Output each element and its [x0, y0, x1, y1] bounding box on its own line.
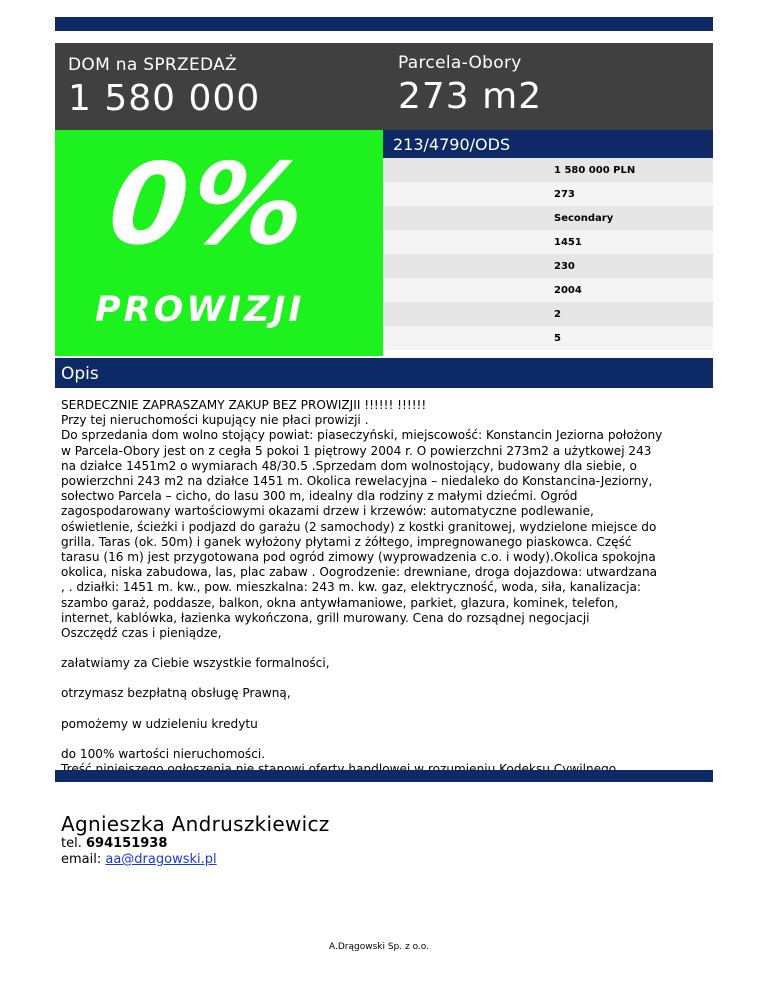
detail-value: 2004 [554, 284, 582, 296]
zero-commission-badge [55, 130, 383, 356]
description-line: powierzchni 243 m2 na działce 1451 m. Okolica rewelacyjna – niedaleko do Konstancina-Jeziorny, [61, 474, 653, 489]
description-line: sołectwo Parcela – cicho, do lasu 300 m, idealny dla rodziny z małymi dziećmi. Ogród [61, 489, 578, 504]
agent-name: Agnieszka Andruszkiewicz [61, 812, 330, 836]
description-line: na działce 1451m2 o wymiarach 48/30.5 .Sprzedam dom wolnostojący, budowany dla siebie, o [61, 458, 637, 473]
description-line: internet, kablówka, łazienka wykończona, grill murowany. Cena do rozsądnej negocjacji [61, 610, 590, 625]
agent-email-line [61, 852, 330, 868]
detail-row [383, 302, 713, 326]
benefit-credit: pomożemy w udzieleniu kredytu [61, 716, 258, 731]
details-list [383, 158, 713, 350]
price-block [68, 55, 260, 119]
detail-value: 273 [554, 188, 575, 200]
email-label: email: [61, 852, 102, 867]
bottom-bar [55, 770, 713, 782]
badge-text: PROWIZJI [95, 290, 305, 330]
detail-row [383, 230, 713, 254]
listing-price: 1 580 000 [68, 78, 261, 119]
description-line: , . działki: 1451 m. kw., pow. mieszkalna: 243 m. kw. gaz, elektryczność, woda, siła, kanalizacja: [61, 580, 641, 595]
listing-location: Parcela-Obory [398, 53, 522, 73]
detail-row [383, 326, 713, 350]
description-line: Do sprzedania dom wolno stojący powiat: piaseczyński, miejscowość: Konstancin Jeziorna położony [61, 428, 663, 443]
listing-header [55, 43, 713, 130]
detail-value: Secondary [554, 212, 614, 224]
details-panel [383, 130, 713, 356]
listing-type: DOM na SPRZEDAŻ [68, 55, 237, 75]
description-line: grilla. Taras (ok. 50m) i ganek wyłożony płytami z żółtego, impregnowanego piaskowca. Część [61, 534, 632, 549]
description-line: oświetlenie, ścieżki i podjazd do garażu (2 samochody) z kostki granitowej, wydzielone miejsce do [61, 519, 657, 534]
detail-row [383, 254, 713, 278]
agent-email-link[interactable]: aa@dragowski.pl [105, 852, 217, 867]
benefit-financing: do 100% wartości nieruchomości. [61, 746, 266, 761]
listing-area: 273 m2 [398, 76, 543, 117]
agent-contact [61, 812, 330, 868]
description-line: okolica, niska zabudowa, las, plac zabaw . Oogrodzenie: drewniane, droga dojazdowa: utwardzana [61, 565, 658, 580]
benefit-legal: otrzymasz bezpłatną obsługę Prawną, [61, 686, 291, 701]
detail-value: 1451 [554, 236, 582, 248]
description-body [61, 398, 711, 641]
detail-value: 1 580 000 PLN [554, 164, 636, 176]
top-bar [55, 17, 713, 31]
detail-value: 230 [554, 260, 575, 272]
description [61, 398, 711, 777]
badge-percent: 0% [103, 140, 315, 270]
detail-row [383, 206, 713, 230]
description-line: SERDECZNIE ZAPRASZAMY ZAKUP BEZ PROWIZJII !!!!!! !!!!!! [61, 398, 427, 412]
description-line: w Parcela-Obory jest on z cegła 5 pokoi 1 piętrowy 2004 r. O powierzchni 273m2 a użytkowej 243 [61, 443, 652, 458]
description-line: zagospodarowany wartościowymi okazami drzew i krzewów: automatyczne podlewanie, [61, 504, 594, 519]
agent-phone: 694151938 [85, 836, 168, 851]
section-title: Opis [55, 358, 713, 388]
description-line: tarasu (16 m) jest przygotowana pod ogród zimowy (wyprowadzenia c.o. i wody).Okolica spokojna [61, 550, 656, 565]
area-block [398, 53, 542, 117]
detail-value: 5 [554, 332, 561, 344]
description-line: szambo garaż, poddasze, balkon, okna antywłamaniowe, parkiet, glazura, kominek, telefon, [61, 595, 619, 610]
description-line: Przy tej nieruchomości kupujący nie płaci prowizji . [61, 413, 369, 428]
detail-row [383, 182, 713, 206]
phone-label: tel. [61, 836, 82, 851]
detail-value: 2 [554, 308, 561, 320]
offer-code: 213/4790/ODS [383, 130, 713, 158]
detail-row [383, 278, 713, 302]
description-line: Oszczędź czas i pieniądze, [61, 626, 222, 641]
footer-company: A.Drągowski Sp. z o.o. [329, 942, 429, 952]
benefit-formalities: załatwiamy za Ciebie wszystkie formalności, [61, 656, 330, 671]
detail-row [383, 158, 713, 182]
agent-phone-line [61, 836, 330, 852]
